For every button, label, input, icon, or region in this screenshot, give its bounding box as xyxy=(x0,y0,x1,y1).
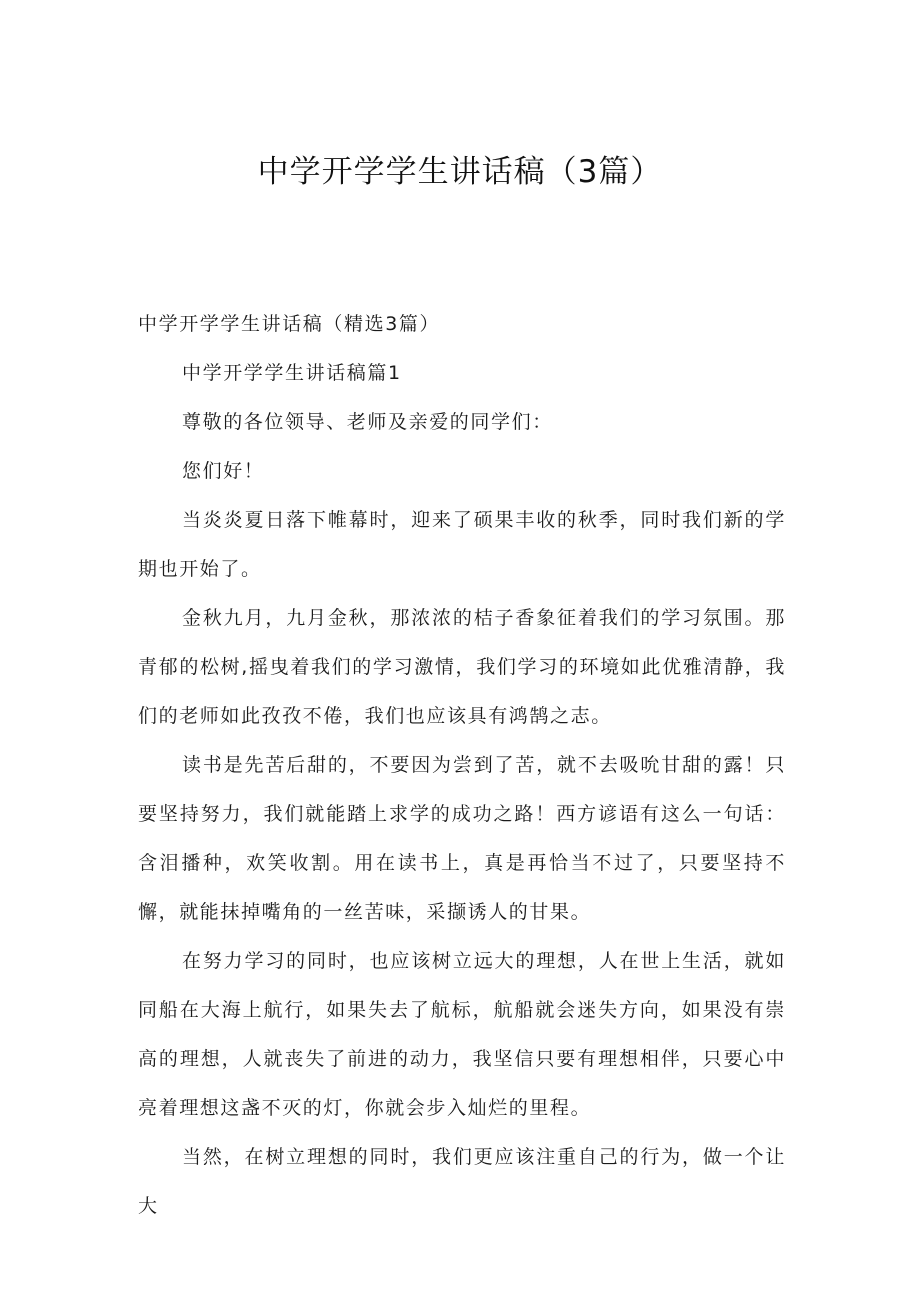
paragraph-subtitle: 中学开学学生讲话稿（精选3篇） xyxy=(138,313,441,335)
paragraph-salutation: 尊敬的各位领导、老师及亲爱的同学们： xyxy=(182,411,553,433)
paragraph-section-heading: 中学开学学生讲话稿篇1 xyxy=(182,362,402,384)
paragraph-body: 当炎炎夏日落下帷幕时，迎来了硕果丰收的秋季，同时我们新的学期也开始了。 xyxy=(138,509,786,580)
paragraph-body: 在努力学习的同时，也应该树立远大的理想，人在世上生活，就如同船在大海上航行，如果失去了航标，航船就会迷失方向，如果没有崇高的理想，人就丧失了前进的动力，我坚信只要有理想相伴，只要心中亮着理想这盏不灭的灯，你就会步入灿烂的里程。 xyxy=(138,950,786,1119)
paragraph-body: 金秋九月，九月金秋，那浓浓的桔子香象征着我们的学习氛围。那青郁的松树,摇曳着我们的学习激情，我们学习的环境如此优雅清静，我们的老师如此孜孜不倦，我们也应该具有鸿鹄之志。 xyxy=(138,607,786,727)
document-title: 中学开学学生讲话稿（3篇） xyxy=(257,154,663,190)
paragraph-body: 当然，在树立理想的同时，我们更应该注重自己的行为，做一个让大 xyxy=(138,1146,786,1217)
paragraph-body: 读书是先苦后甜的，不要因为尝到了苦，就不去吸吮甘甜的露！只要坚持努力，我们就能踏上求学的成功之路！西方谚语有这么一句话：含泪播种，欢笑收割。用在读书上，真是再恰当不过了，只要坚持不懈，就能抹掉嘴角的一丝苦味，采撷诱人的甘果。 xyxy=(138,754,786,923)
paragraph-greeting: 您们好！ xyxy=(182,460,265,482)
document-body xyxy=(138,300,786,1231)
